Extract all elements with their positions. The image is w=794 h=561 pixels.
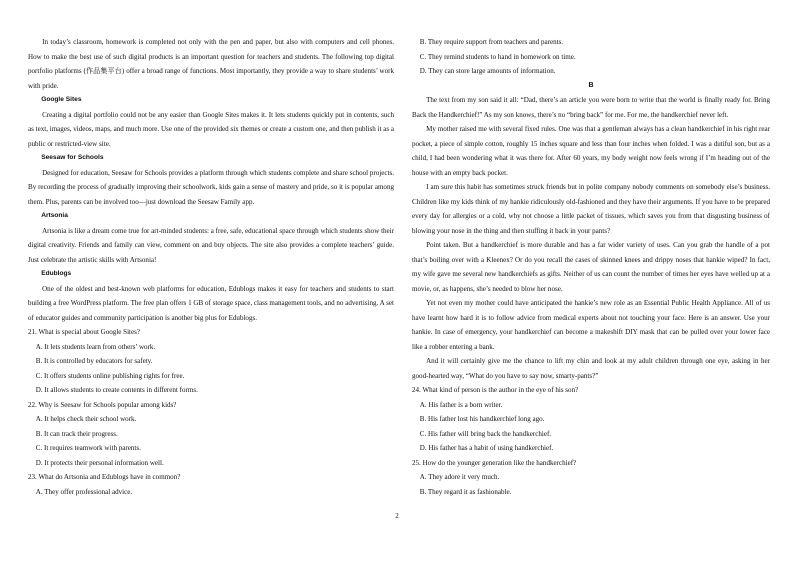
passage-b-paragraph-1: The text from my son said it all: “Dad, there’s an article you were born to write that the world is finally ready for. Bring Back the Handkerchief!” As my son knows, there’s no “bring back” for me. For me, the handkerchief never left. [412, 96, 770, 119]
question-22-option-c: C. It requires teamwork with parents. [35, 444, 141, 452]
passage-b-paragraph-3: I am sure this habit has sometimes struck friends but in polite company nobody comments on somebody else’s business. Children like my kids think of my hankie ridiculously old-fashioned and they have their arguments. If you have to be prepared every day for allergies or a cold, why not choose a little packet of tissues, which saves you from that disgusting business of blowing your nose in the thing and then stuffing it back in your pants? [412, 183, 770, 235]
question-24-stem: 24. What kind of person is the author in the eye of his son? [412, 386, 579, 394]
section-label-b: B [588, 81, 594, 89]
section-heading-google-sites: Google Sites [41, 96, 82, 103]
question-24-option-a: A. His father is a born writer. [419, 400, 503, 409]
question-21-option-b: B. It is controlled by educators for safety. [35, 357, 153, 365]
question-23-option-a: A. They offer professional advice. [35, 487, 133, 496]
question-23-stem: 23. What do Artsonia and Edublogs have in common? [28, 473, 181, 481]
section-heading-seesaw: Seesaw for Schools [41, 154, 104, 161]
question-24-option-d: D. His father has a habit of using handkerchief. [419, 444, 554, 452]
question-22-option-d: D. It protects their personal information well. [35, 458, 164, 467]
question-25-stem: 25. How do the younger generation like the handkerchief? [412, 458, 577, 467]
question-23-option-d: D. They can store large amounts of information. [419, 67, 556, 75]
question-21-stem: 21. What is special about Google Sites? [28, 328, 141, 336]
section-text-edublogs: One of the oldest and best-known web platforms for education, Edublogs makes it easy for teachers and students to start building a free WordPress platform. The free plan offers 1 GB of storage space, class management tools, and no advertising. A set of educator guides and community participation is another big plus for Edublogs. [28, 284, 394, 322]
question-23-option-c: C. They remind students to hand in homework on time. [419, 52, 576, 61]
passage-b-paragraph-6: And it will certainly give me the chance to lift my chin and look at my adult children through one eye, asking in her good-hearted way, “What do you have to say now, smarty-pants?” [412, 357, 770, 380]
passage-b-paragraph-4: Point taken. But a handkerchief is more durable and has a far wider variety of uses. Can you grab the handle of a pot that’s boiling over with a Kleenex? Or do you recall the cases of skinned knees and drippy noses that hankie wiped? In fact, my wife gave me several new handkerchiefs as gifts. Neither of us can count the number of times her eyes have welled up at a movie, or, as happens, she’s needed to blow her nose. [412, 241, 770, 293]
question-21-option-c: C. It offers students online publishing rights for free. [35, 371, 185, 380]
question-22-stem: 22. Why is Seesaw for Schools popular among kids? [28, 400, 177, 409]
question-21-option-d: D. It allows students to create contents in different forms. [35, 386, 198, 394]
question-24-option-c: C. His father will bring back the handkerchief. [419, 429, 552, 438]
question-25-option-a: A. They adore it very much. [419, 473, 500, 481]
right-column [412, 35, 770, 499]
section-heading-edublogs: Edublogs [41, 270, 72, 277]
left-column [28, 35, 394, 499]
passage-b-paragraph-2: My mother raised me with several fixed rules. One was that a gentleman always has a clean handkerchief in his right rear pocket, a piece of simple cotton, roughly 15 inches square and less than four inches when folded. I was a dutiful son, but as a child, I had been wondering what it was there for. After 60 years, my body weight now feels wrong if I’m heading out of the house with an empty back pocket. [412, 125, 770, 177]
passage-b-paragraph-5: Yet not even my mother could have anticipated the hankie’s new role as an Essential Public Health Appliance. All of us have learnt how hard it is to follow advice from medical experts about not touching your face. Here is an answer. Use your hankie. In case of emergency, your handkerchief can become a makeshift DIY mask that can be pulled over your lower face like a robber entering a bank. [412, 299, 770, 351]
section-text-artsonia: Artsonia is like a dream come true for art-minded students: a free, safe, educational space through which students show their digital creativity. Friends and family can view, comment on and buy objects. The site also provides a complete teachers’ guide. Just celebrate the artistic skills with Artsonia! [28, 226, 394, 264]
question-22-option-b: B. It can track their progress. [35, 429, 118, 438]
question-23-option-b: B. They require support from teachers and parents. [419, 38, 564, 46]
section-text-seesaw: Designed for education, Seesaw for Schools provides a platform through which students complete and share school projects. By recording the process of gradually improving their schoolwork, kids gain a sense of mastery and pride, so it is popular among them. Plus, parents can be involved too—just download the Seesaw Family app. [28, 168, 394, 206]
question-22-option-a: A. It helps check their school work. [35, 415, 137, 423]
question-24-option-b: B. His father lost his handkerchief long ago. [419, 415, 545, 423]
page-number: 2 [395, 512, 399, 520]
question-21-option-a: A. It lets students learn from others’ work. [35, 342, 156, 351]
question-25-option-b: B. They regard it as fashionable. [419, 487, 512, 496]
intro-paragraph: In today’s classroom, homework is completed not only with the pen and paper, but also with computers and cell phones. How to make the best use of such digital products is an important question for teachers and students. The following top digital portfolio platforms (作品集平台) offer a broad range of functions. Most importantly, they provide a way to share students’ work with pride. [28, 38, 394, 90]
section-text-google-sites: Creating a digital portfolio could not be any easier than Google Sites makes it. It lets students quickly put in contents, such as text, images, videos, maps, and much more. Use one of the provided six themes or create a custom one, and then publish it as a public or restricted-view site. [28, 110, 394, 148]
section-heading-artsonia: Artsonia [41, 212, 68, 219]
